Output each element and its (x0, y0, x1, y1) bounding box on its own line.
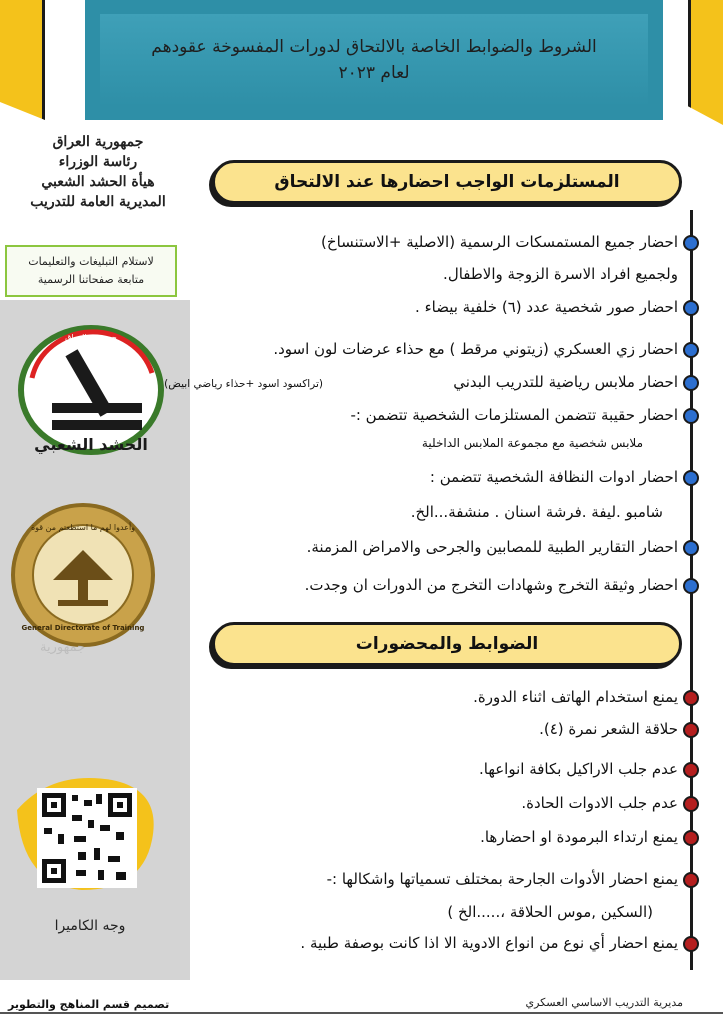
bullet-dot (683, 796, 699, 812)
requirement-subitem: ملابس شخصية مع مجموعة الملابس الداخلية (421, 436, 643, 450)
rule-item: يمنع احضار الأدوات الجارحة بمختلف تسمياتها واشكالها :- (326, 870, 678, 888)
bullet-dot (683, 762, 699, 778)
header-inner (100, 14, 648, 106)
government-heading (8, 132, 188, 212)
requirement-item: احضار ملابس رياضية للتدريب البدني (453, 373, 678, 391)
section2-title-pill (212, 622, 682, 666)
pmf-logo (12, 318, 170, 463)
notice-box (5, 245, 177, 297)
bullet-dot (683, 408, 699, 424)
bullet-dot (683, 470, 699, 486)
rule-item: يمنع استخدام الهاتف اثناء الدورة. (473, 688, 678, 706)
requirement-item: احضار التقارير الطبية للمصابين والجرحى والامراض المزمنة. (306, 538, 678, 556)
requirement-item-note: (تراكسود اسود +حذاء رياضي ابيض) (164, 378, 323, 390)
bullet-dot (683, 936, 699, 952)
top-right-ribbon (688, 0, 723, 125)
requirement-subitem: شامبو .ليفة .فرشة اسنان . منشفة...الخ. (410, 503, 663, 521)
bullet-dot (683, 872, 699, 888)
header-banner (85, 0, 663, 120)
camera-label: وجه الكاميرا (54, 918, 126, 934)
bullet-dot (683, 235, 699, 251)
header-title-line1: الشروط والضوابط الخاصة بالالتحاق لدورات المفسوخة عقودهم (151, 37, 597, 57)
pmf-logo-ring-text: جمهورية العراق (65, 333, 117, 342)
gov-line-1: جمهورية العراق (52, 134, 144, 150)
bullet-dot (683, 830, 699, 846)
rule-item: عدم جلب الادوات الحادة. (521, 794, 678, 812)
footer-design-credit: تصميم قسم المناهج والتطوير (8, 998, 170, 1011)
bullet-dot (683, 690, 699, 706)
rule-item: عدم جلب الاراكيل بكافة انواعها. (478, 760, 678, 778)
footer-directorate: مديرية التدريب الاساسي العسكري (525, 996, 683, 1009)
bullet-dot (683, 342, 699, 358)
pmf-logo-text: الحشد الشعبي (34, 435, 148, 454)
requirement-item: احضار حقيبة تتضمن المستلزمات الشخصية تتضمن :- (350, 406, 678, 424)
notice-line-1: لاستلام التبليغات والتعليمات (28, 255, 154, 268)
seal-english-text: General Directorate of Training (21, 624, 145, 632)
requirement-item: احضار وثيقة التخرج وشهادات التخرج من الدورات ان وجدت. (304, 576, 678, 594)
rule-item: يمنع احضار أي نوع من انواع الادوية الا اذا كانت بوصفة طبية . (300, 934, 678, 952)
watermark: جمهورية (40, 640, 86, 655)
rule-subitem: (السكين ,موس الحلاقة ،.....الخ ) (447, 903, 653, 921)
bullet-dot (683, 578, 699, 594)
requirement-item: احضار ادوات النظافة الشخصية تتضمن : (429, 468, 678, 486)
footer-divider (0, 1012, 723, 1014)
bullet-dot (683, 540, 699, 556)
qr-code-icon (12, 770, 162, 900)
requirement-item: احضار زي العسكري (زيتوني مرقط ) مع حذاء عرضات لون اسود. (273, 340, 678, 358)
bullet-dot (683, 375, 699, 391)
qr-code[interactable] (12, 770, 162, 900)
notice-line-2: متابعة صفحاتنا الرسمية (37, 273, 145, 286)
requirement-item: احضار جميع المستمسكات الرسمية (الاصلية +الاستنساخ) (321, 233, 678, 251)
section1-title-pill (212, 160, 682, 204)
section1-title: المستلزمات الواجب احضارها عند الالتحاق (274, 172, 620, 192)
seal-arabic-text: وأعدوا لهم ما استطعتم من قوة (30, 523, 136, 532)
rule-item: يمنع ارتداء البرمودة او احضارها. (480, 828, 678, 846)
bullet-dot (683, 300, 699, 316)
rule-item: حلاقة الشعر نمرة (٤). (539, 720, 678, 738)
requirement-item: احضار صور شخصية عدد (٦) خلفية بيضاء . (415, 298, 678, 316)
training-directorate-seal (8, 500, 158, 650)
section2-title: الضوابط والمحضورات (355, 634, 539, 654)
top-left-ribbon (0, 0, 45, 120)
gov-line-3: هيأة الحشد الشعبي (41, 174, 155, 190)
bullet-dot (683, 722, 699, 738)
gov-line-2: رئاسة الوزراء (58, 154, 138, 170)
pmf-logo-icon (12, 318, 170, 463)
header-title-line2: لعام ٢٠٢٣ (338, 63, 410, 83)
training-seal-icon (8, 500, 158, 650)
gov-line-4: المديرية العامة للتدريب (30, 194, 166, 210)
requirement-item: ولجميع افراد الاسرة الزوجة والاطفال. (443, 265, 678, 283)
